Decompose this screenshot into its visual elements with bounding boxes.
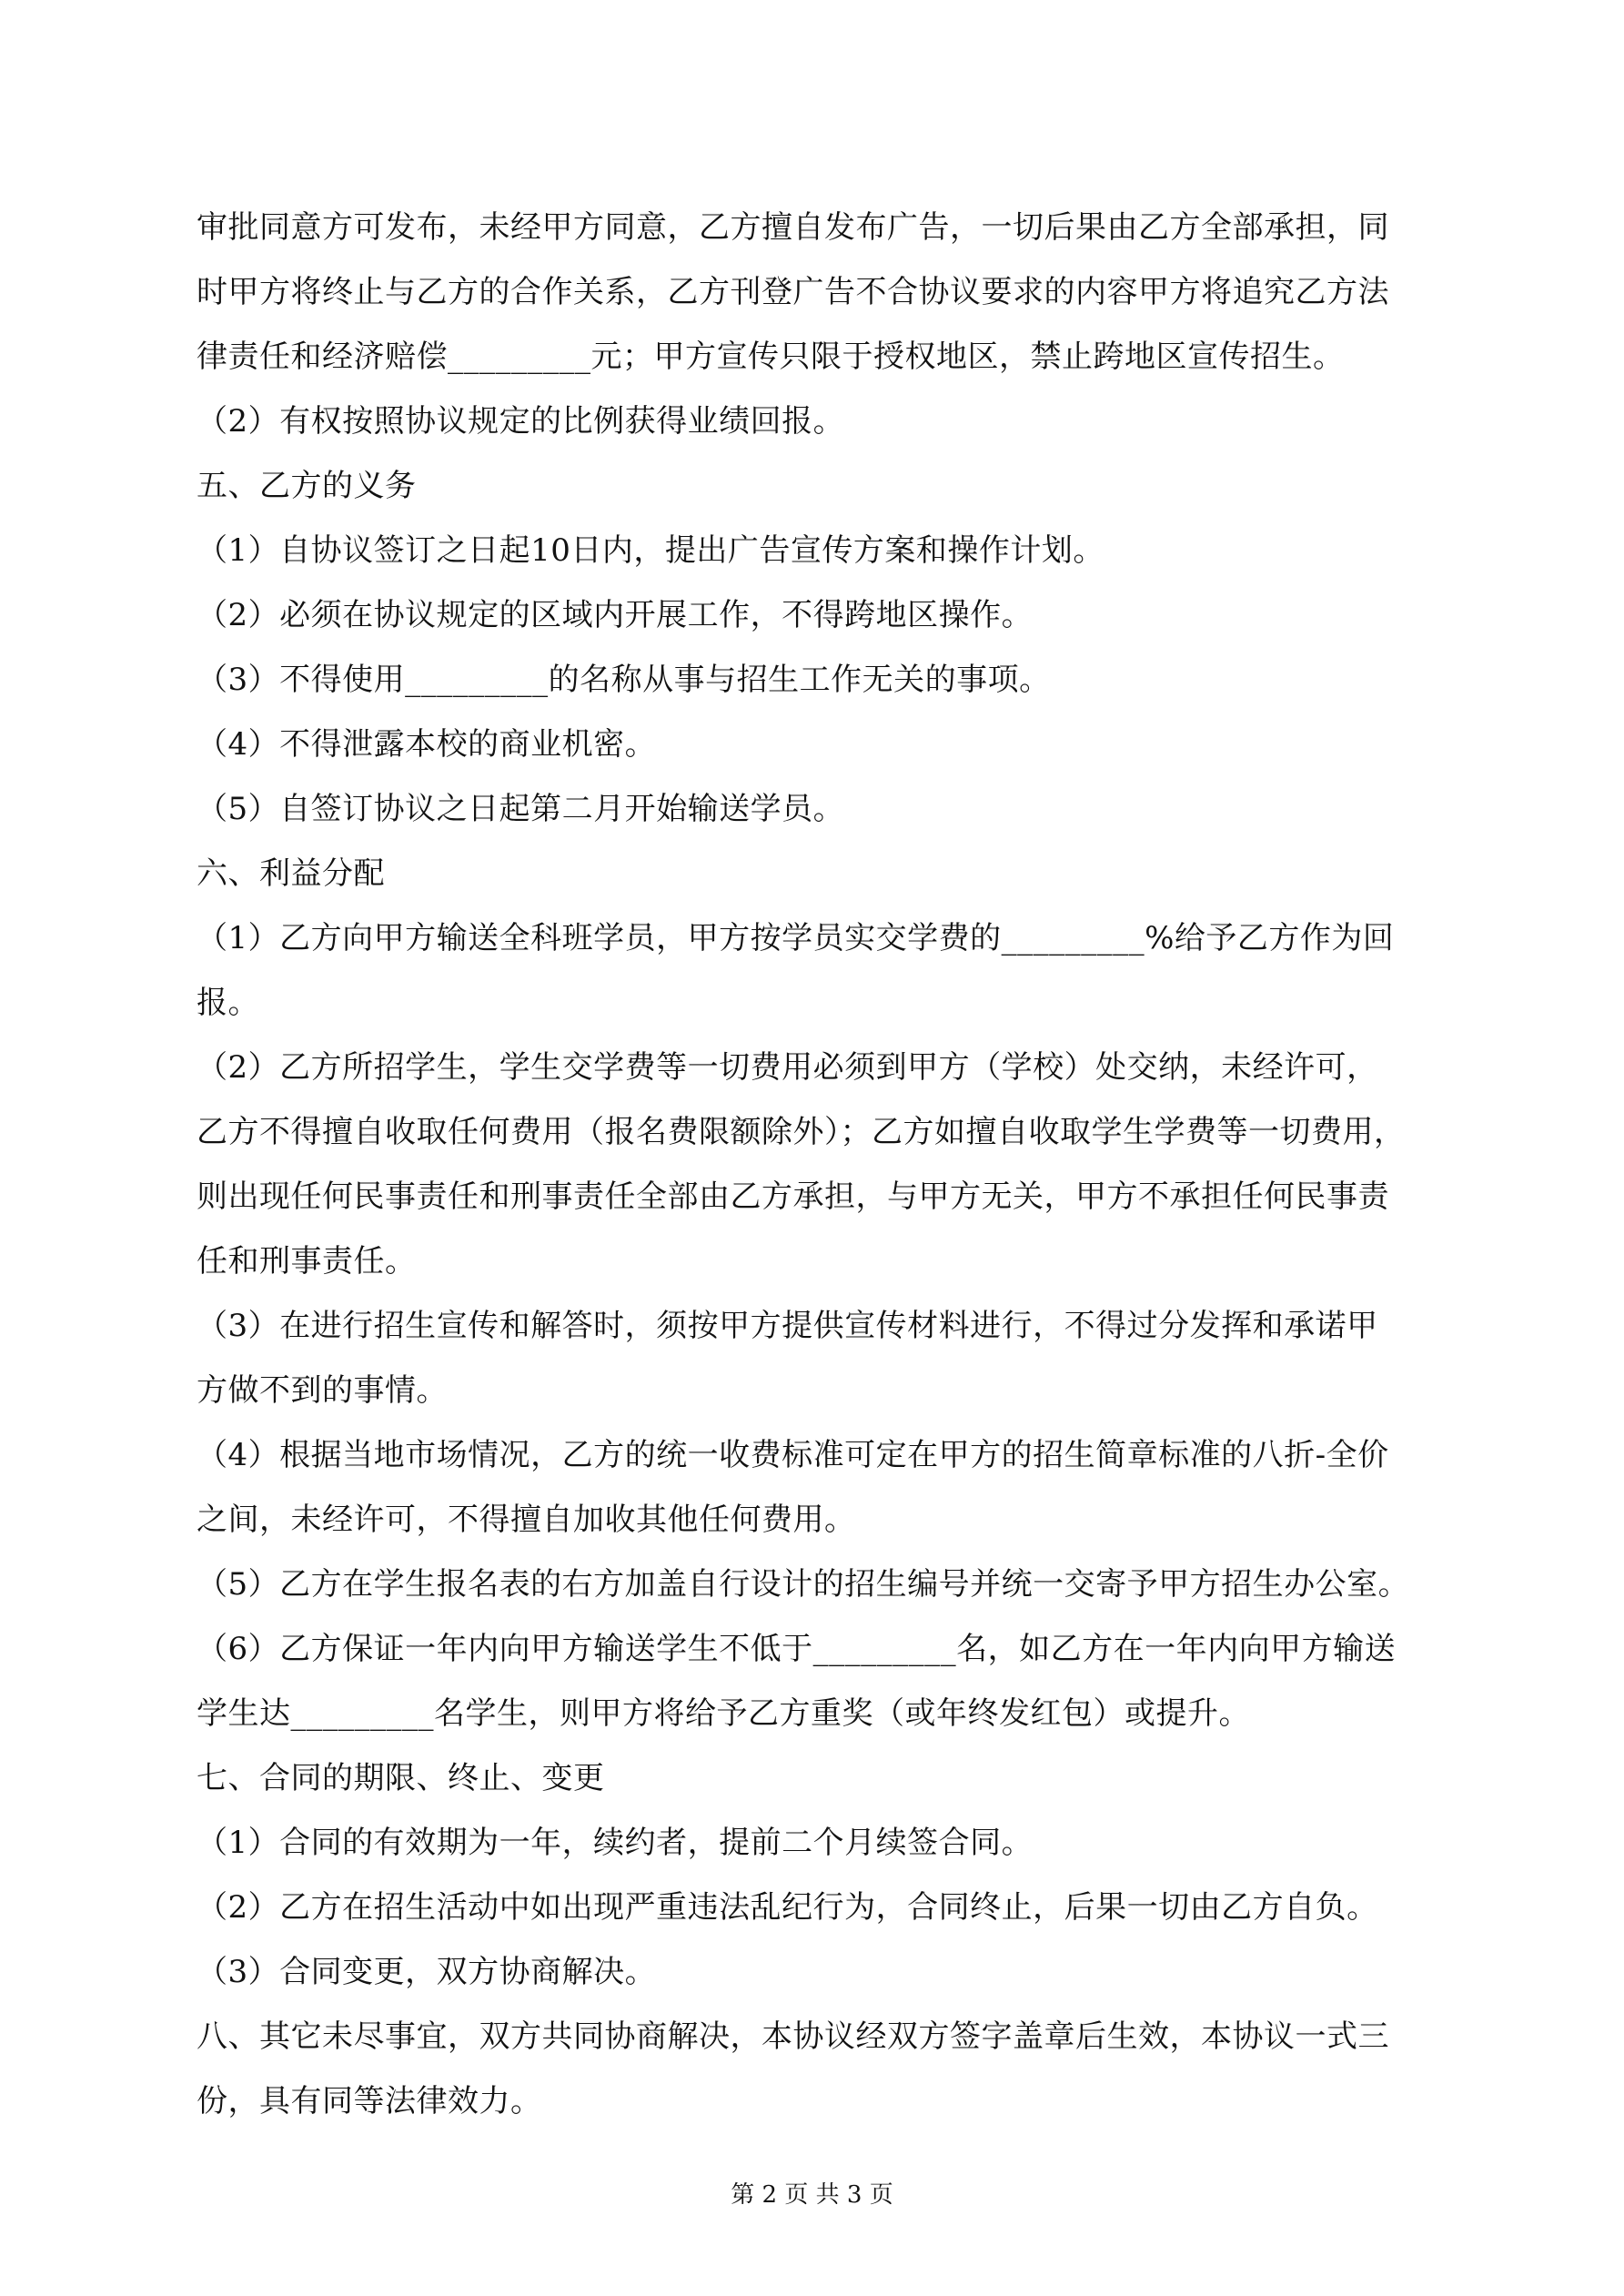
text-line: 审批同意方可发布，未经甲方同意，乙方擅自发布广告，一切后果由乙方全部承担，同 — [197, 209, 1389, 246]
text-line: （2）必须在协议规定的区域内开展工作，不得跨地区操作。 — [197, 597, 1034, 633]
section-heading: 七、合同的期限、终止、变更 — [197, 1760, 605, 1796]
text-line: （2）乙方在招生活动中如出现严重违法乱纪行为，合同终止，后果一切由乙方自负。 — [197, 1889, 1378, 1926]
text-line: （1）合同的有效期为一年，续约者，提前二个月续签合同。 — [197, 1825, 1034, 1861]
section-heading: 五、乙方的义务 — [197, 468, 417, 504]
text-line: 学生达_________名学生，则甲方将给予乙方重奖（或年终发红包）或提升。 — [197, 1695, 1250, 1732]
text-line: （1）乙方向甲方输送全科班学员，甲方按学员实交学费的_________%给予乙方作为回 — [197, 920, 1395, 956]
text-line: 任和刑事责任。 — [197, 1243, 417, 1279]
text-line: （3）不得使用_________的名称从事与招生工作无关的事项。 — [197, 662, 1051, 698]
text-line: （5）自签订协议之日起第二月开始输送学员。 — [197, 791, 845, 827]
text-line: （6）乙方保证一年内向甲方输送学生不低于_________名，如乙方在一年内向甲方输送 — [197, 1631, 1397, 1667]
section-heading: 八、其它未尽事宜，双方共同协商解决，本协议经双方签字盖章后生效，本协议一式三 — [197, 2018, 1389, 2055]
text-line: 之间，未经许可，不得擅自加收其他任何费用。 — [197, 1502, 856, 1538]
text-line: 时甲方将终止与乙方的合作关系，乙方刊登广告不合协议要求的内容甲方将追究乙方法 — [197, 274, 1389, 310]
text-line: 报。 — [197, 985, 259, 1021]
text-line: （1）自协议签订之日起10日内，提出广告宣传方案和操作计划。 — [197, 532, 1105, 569]
text-line: 方做不到的事情。 — [197, 1372, 448, 1409]
text-line: （5）乙方在学生报名表的右方加盖自行设计的招生编号并统一交寄予甲方招生办公室。 — [197, 1566, 1410, 1603]
section-heading: 六、利益分配 — [197, 855, 385, 892]
text-line: 乙方不得擅自收取任何费用（报名费限额除外）；乙方如擅自收取学生学费等一切费用， — [197, 1114, 1406, 1150]
text-line: （2）有权按照协议规定的比例获得业绩回报。 — [197, 403, 845, 440]
text-line: （4）根据当地市场情况，乙方的统一收费标准可定在甲方的招生简章标准的八折-全价 — [197, 1437, 1389, 1473]
text-line: （4）不得泄露本校的商业机密。 — [197, 726, 657, 763]
text-line: 份，具有同等法律效力。 — [197, 2083, 542, 2119]
text-line: 律责任和经济赔偿_________元；甲方宣传只限于授权地区，禁止跨地区宣传招生。 — [197, 339, 1345, 375]
text-line: （2）乙方所招学生，学生交学费等一切费用必须到甲方（学校）处交纳，未经许可， — [197, 1049, 1378, 1086]
text-line: 则出现任何民事责任和刑事责任全部由乙方承担，与甲方无关，甲方不承担任何民事责 — [197, 1178, 1389, 1215]
page-footer: 第 2 页 共 3 页 — [731, 2181, 893, 2209]
text-line: （3）合同变更，双方协商解决。 — [197, 1954, 657, 1990]
text-line: （3）在进行招生宣传和解答时，须按甲方提供宣传材料进行，不得过分发挥和承诺甲 — [197, 1308, 1378, 1344]
